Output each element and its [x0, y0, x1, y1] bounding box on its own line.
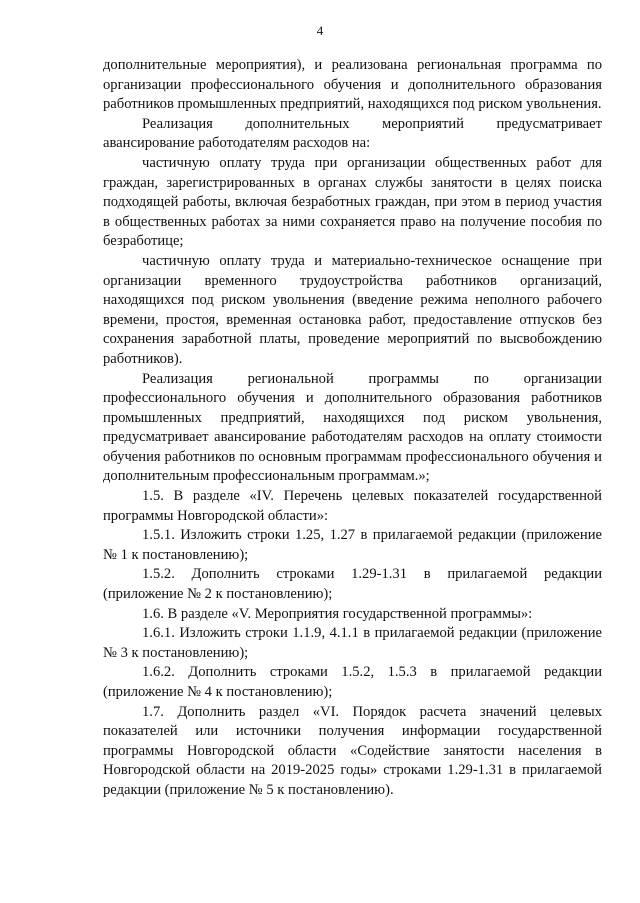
- page-number: 4: [316, 23, 324, 38]
- paragraph-8: 1.5.2. Дополнить строками 1.29-1.31 в прилагаемой редакции (приложение № 2 к постановлению);: [103, 566, 602, 603]
- document-body: [103, 56, 602, 801]
- paragraph-4: частичную оплату труда и материально-техническое оснащение при организации временного трудоустройства работников организаций, находящихся под риском увольнения (введение режима неполного рабочего времени, простоя, временная остановка работ, предоставление отпусков без сохранения заработной платы, проведение мероприятий по высвобождению работников).: [103, 252, 602, 367]
- paragraph-3: частичную оплату труда при организации общественных работ для граждан, зарегистрированных в органах службы занятости в целях поиска подходящей работы, включая безработных граждан, при этом в период участия в общественных работах за ними сохраняется право на получение пособия по безработице;: [103, 154, 602, 250]
- paragraph-5: Реализация региональной программы по организации профессионального обучения и дополнительного образования работников промышленных предприятий, находящихся под риском увольнения, предусматривает авансирование работодателям расходов на оплату стоимости обучения работников по основным программам профессионального обучения и дополнительным профессиональным программам.»;: [103, 370, 602, 485]
- paragraph-9: 1.6. В разделе «V. Мероприятия государственной программы»:: [142, 605, 533, 622]
- paragraph-1: дополнительные мероприятия), и реализована региональная программа по организации профессионального обучения и дополнительного образования работников промышленных предприятий, находящихся под риском увольнения.: [103, 57, 602, 113]
- paragraph-11: 1.6.2. Дополнить строками 1.5.2, 1.5.3 в прилагаемой редакции (приложение № 4 к постановлению);: [103, 664, 602, 700]
- paragraph-7: 1.5.1. Изложить строки 1.25, 1.27 в прилагаемой редакции (приложение № 1 к постановлению);: [103, 527, 602, 563]
- paragraph-10: 1.6.1. Изложить строки 1.1.9, 4.1.1 в прилагаемой редакции (приложение № 3 к постановлению);: [103, 625, 602, 661]
- paragraph-6: 1.5. В разделе «IV. Перечень целевых показателей государственной программы Новгородской области»:: [103, 488, 602, 524]
- paragraph-12: 1.7. Дополнить раздел «VI. Порядок расчета значений целевых показателей или источники получения информации государственной программы Новгородской области «Содействие занятости населения в Новгородской области на 2019-2025 годы» строками 1.29-1.31 в прилагаемой редакции (приложение № 5 к постановлению).: [103, 703, 602, 798]
- paragraph-2: Реализация дополнительных мероприятий предусматривает авансирование работодателям расходов на:: [103, 115, 602, 152]
